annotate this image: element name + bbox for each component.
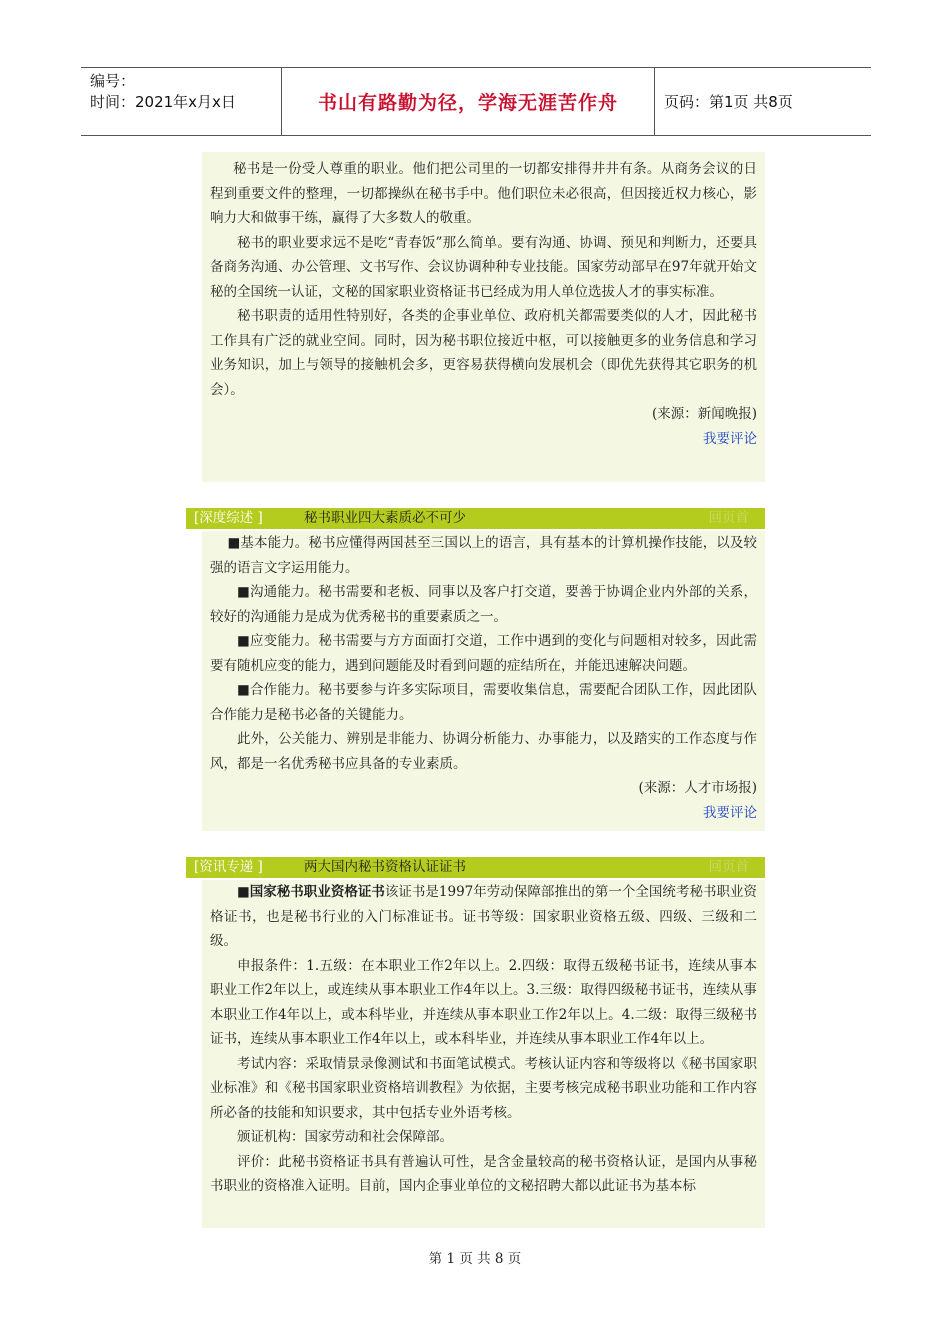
section1-source: (来源：新闻晚报): [651, 406, 757, 422]
section2-title: 秘书职业四大素质必不可少: [304, 510, 466, 526]
section2-paragraph: 此外，公关能力、辨别是非能力、协调分析能力、办事能力，以及踏实的工作态度与作风，都是一名优秀秘书应具备的专业素质。: [210, 731, 757, 772]
section3-lead-paragraph: [210, 880, 757, 954]
section3-back-to-top-link[interactable]: 回页首: [708, 859, 749, 875]
section3-lead-bold: ■国家秘书职业资格证书: [237, 884, 385, 900]
section2-back-to-top-link[interactable]: 回页首: [708, 510, 749, 526]
page-footer: 第 1 页 共 8 页: [428, 1251, 522, 1267]
section2-paragraph: ■合作能力。秘书要参与许多实际项目，需要收集信息，需要配合团队工作，因此团队合作能力是秘书必备的关键能力。: [210, 682, 757, 723]
section3-panel: [202, 880, 765, 1228]
section3-bar: [186, 857, 765, 878]
header-motto: 书山有路勤为径，学海无涯苦作舟: [282, 68, 655, 135]
section1-panel: [202, 152, 765, 482]
section1-comment-link[interactable]: 我要评论: [703, 430, 757, 447]
section2-paragraph: ■基本能力。秘书应懂得两国甚至三国以上的语言，具有基本的计算机操作技能，以及较强的语言文字运用能力。: [210, 535, 757, 576]
section1-paragraph: 秘书职责的适用性特别好，各类的企事业单位、政府机关都需要类似的人才，因此秘书工作具有广泛的就业空间。同时，因为秘书职位接近中枢，可以接触更多的业务信息和学习业务知识，加上与领导的接触机会多，更容易获得横向发展机会（即优先获得其它职务的机会）。: [210, 308, 757, 398]
section2-panel: [202, 531, 765, 831]
section3-lead-text: 该证书是1997年劳动保障部推出的第一个全国统考秘书职业资格证书，也是秘书行业的入门标准证书。证书等级：国家职业资格五级、四级、三级和二级。: [210, 884, 757, 949]
section3-paragraph: 评价：此秘书资格证书具有普遍认可性，是含金量较高的秘书资格认证，是国内从事秘书职业的资格准入证明。目前，国内企事业单位的文秘招聘大都以此证书为基本标: [210, 1153, 757, 1194]
section2-category: [深度综述 ]: [194, 510, 263, 526]
document-header: [81, 67, 871, 136]
section2-source: (来源：人才市场报): [638, 780, 757, 796]
time-label: 时间：2021年x月x日: [90, 93, 236, 111]
section3-title: 两大国内秘书资格认证证书: [304, 859, 466, 875]
section3-paragraph: 申报条件：1.五级：在本职业工作2年以上。2.四级：取得五级秘书证书，连续从事本职业工作2年以上，或连续从事本职业工作4年以上。3.三级：取得四级秘书证书，连续从事本职业工作4年以上，或本科毕业，并连续从事本职业工作2年以上。4.二级：取得三级秘书证书，连续从事本职业工作4年以上，或本科毕业，并连续从事本职业工作4年以上。: [210, 957, 757, 1047]
section3-category: [资讯专递 ]: [194, 859, 263, 875]
section1-paragraph: 秘书的职业要求远不是吃“青春饭”那么简单。要有沟通、协调、预见和判断力，还要具备商务沟通、办公管理、文书写作、会议协调种种专业技能。国家劳动部早在97年就开始文秘的全国统一认证，文秘的国家职业资格证书已经成为用人单位选拔人才的事实标准。: [210, 234, 757, 300]
section2-paragraph: ■沟通能力。秘书需要和老板、同事以及客户打交道，要善于协调企业内外部的关系，较好的沟通能力是成为优秀秘书的重要素质之一。: [210, 584, 757, 625]
header-meta: [81, 68, 282, 135]
section1-paragraph: 秘书是一份受人尊重的职业。他们把公司里的一切都安排得井井有条。从商务会议的日程到重要文件的整理，一切都操纵在秘书手中。他们职位未必很高，但因接近权力核心，影响力大和做事干练，赢得了大多数人的敬重。: [210, 161, 757, 226]
section2-paragraph: ■应变能力。秘书需要与方方面面打交道，工作中遇到的变化与问题相对较多，因此需要有随机应变的能力，遇到问题能及时看到问题的症结所在，并能迅速解决问题。: [210, 633, 757, 674]
header-page-code: 页码：第1页 共8页: [664, 93, 793, 111]
section3-paragraph: 考试内容：采取情景录像测试和书面笔试模式。考核认证内容和等级将以《秘书国家职业标准》和《秘书国家职业资格培训教程》为依据，主要考核完成秘书职业功能和工作内容所必备的技能和知识要求，其中包括专业外语考核。: [210, 1055, 757, 1121]
section2-bar: [186, 508, 765, 529]
section3-paragraph: 颁证机构：国家劳动和社会保障部。: [237, 1129, 453, 1145]
section2-comment-link[interactable]: 我要评论: [703, 804, 757, 821]
number-label: 编号：: [90, 72, 136, 90]
